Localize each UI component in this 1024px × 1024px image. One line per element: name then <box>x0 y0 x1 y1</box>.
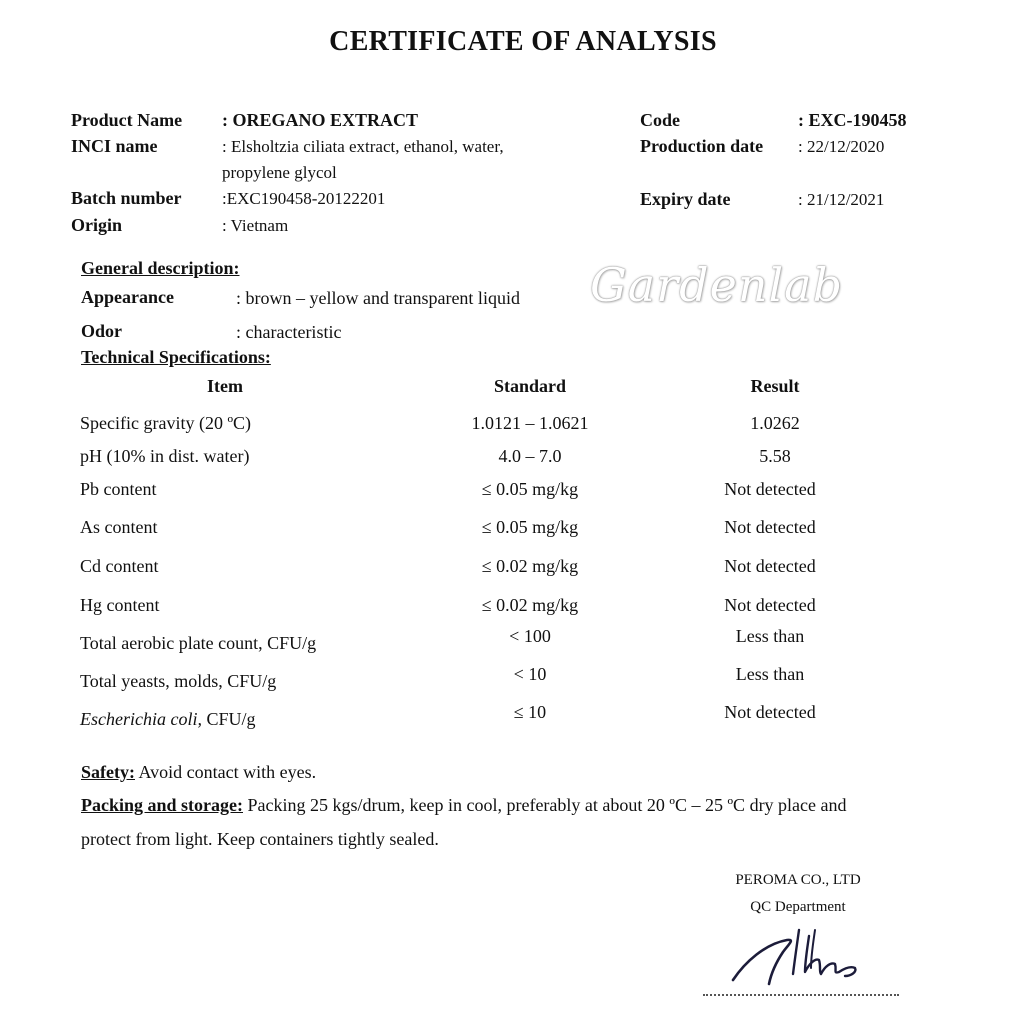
odor-value: : characteristic <box>236 322 342 342</box>
safety-text: Avoid contact with eyes. <box>134 762 317 782</box>
spec-item: Specific gravity (20 ºC) <box>80 413 252 433</box>
packing-label: Packing and storage: <box>81 795 243 815</box>
spec-standard: < 100 <box>509 626 551 646</box>
safety-label: Safety: <box>81 762 135 782</box>
spec-item: As content <box>80 517 158 537</box>
spec-item: Hg content <box>80 595 160 615</box>
packing-line-1 <box>81 795 847 816</box>
spec-result: Less than <box>735 626 805 646</box>
origin-label: Origin <box>71 215 123 235</box>
spec-item-organism: Escherichia coli, <box>80 709 202 729</box>
code-value: : EXC-190458 <box>798 110 907 130</box>
inci-name-value-line2: propylene glycol <box>222 163 337 182</box>
signature-line <box>703 994 899 996</box>
signature-image <box>725 922 875 992</box>
spec-result: Not detected <box>724 556 816 576</box>
packing-line-2: protect from light. Keep containers tightly sealed. <box>81 829 439 849</box>
spec-standard: ≤ 0.05 mg/kg <box>481 517 579 537</box>
production-date-label: Production date <box>640 136 764 156</box>
appearance-label: Appearance <box>81 287 174 307</box>
expiry-date-value: : 21/12/2021 <box>798 190 885 209</box>
code-label: Code <box>640 110 680 130</box>
spec-item: pH (10% in dist. water) <box>80 446 250 466</box>
spec-standard: 1.0121 – 1.0621 <box>471 413 589 433</box>
batch-number-value: :EXC190458-20122201 <box>222 189 386 208</box>
odor-label: Odor <box>81 321 123 341</box>
expiry-date-label: Expiry date <box>640 189 731 209</box>
watermark: Gardenlab <box>590 258 844 312</box>
spec-standard: ≤ 10 <box>513 702 547 722</box>
spec-item: Total aerobic plate count, CFU/g <box>80 633 317 653</box>
spec-item: Total yeasts, molds, CFU/g <box>80 671 277 691</box>
spec-item: Pb content <box>80 479 157 499</box>
spec-result: 1.0262 <box>750 413 800 433</box>
spec-item-unit: CFU/g <box>201 709 256 729</box>
spec-result: Not detected <box>724 702 816 722</box>
company-name: PEROMA CO., LTD <box>735 872 861 888</box>
packing-text-1: Packing 25 kgs/drum, keep in cool, preferably at about 20 ºC – 25 ºC dry place and <box>243 795 847 815</box>
spec-standard: ≤ 0.02 mg/kg <box>481 595 579 615</box>
safety-line <box>81 762 316 783</box>
spec-item: Cd content <box>80 556 159 576</box>
spec-standard: 4.0 – 7.0 <box>498 446 562 466</box>
production-date-value: : 22/12/2020 <box>798 137 885 156</box>
spec-standard: < 10 <box>513 664 547 684</box>
spec-result: Not detected <box>724 479 816 499</box>
technical-specifications-heading: Technical Specifications: <box>81 347 271 367</box>
spec-result: 5.58 <box>759 446 791 466</box>
origin-value: : Vietnam <box>222 216 289 235</box>
general-description-heading: General description: <box>81 258 240 278</box>
product-name-label: Product Name <box>71 110 183 130</box>
spec-result: Not detected <box>724 595 816 615</box>
spec-result: Not detected <box>724 517 816 537</box>
inci-name-value-line1: : Elsholtzia ciliata extract, ethanol, water, <box>222 137 504 156</box>
spec-standard: ≤ 0.02 mg/kg <box>481 556 579 576</box>
spec-standard: ≤ 0.05 mg/kg <box>481 479 579 499</box>
batch-number-label: Batch number <box>71 188 182 208</box>
department-name: QC Department <box>750 899 846 915</box>
column-header-item: Item <box>207 376 243 396</box>
spec-result: Less than <box>735 664 805 684</box>
column-header-result: Result <box>750 376 800 396</box>
inci-name-label: INCI name <box>71 136 158 156</box>
document-title: CERTIFICATE OF ANALYSIS <box>329 26 717 57</box>
column-header-standard: Standard <box>493 376 567 396</box>
spec-item <box>80 709 256 730</box>
product-name-value: : OREGANO EXTRACT <box>222 110 419 130</box>
appearance-value: : brown – yellow and transparent liquid <box>236 288 520 308</box>
